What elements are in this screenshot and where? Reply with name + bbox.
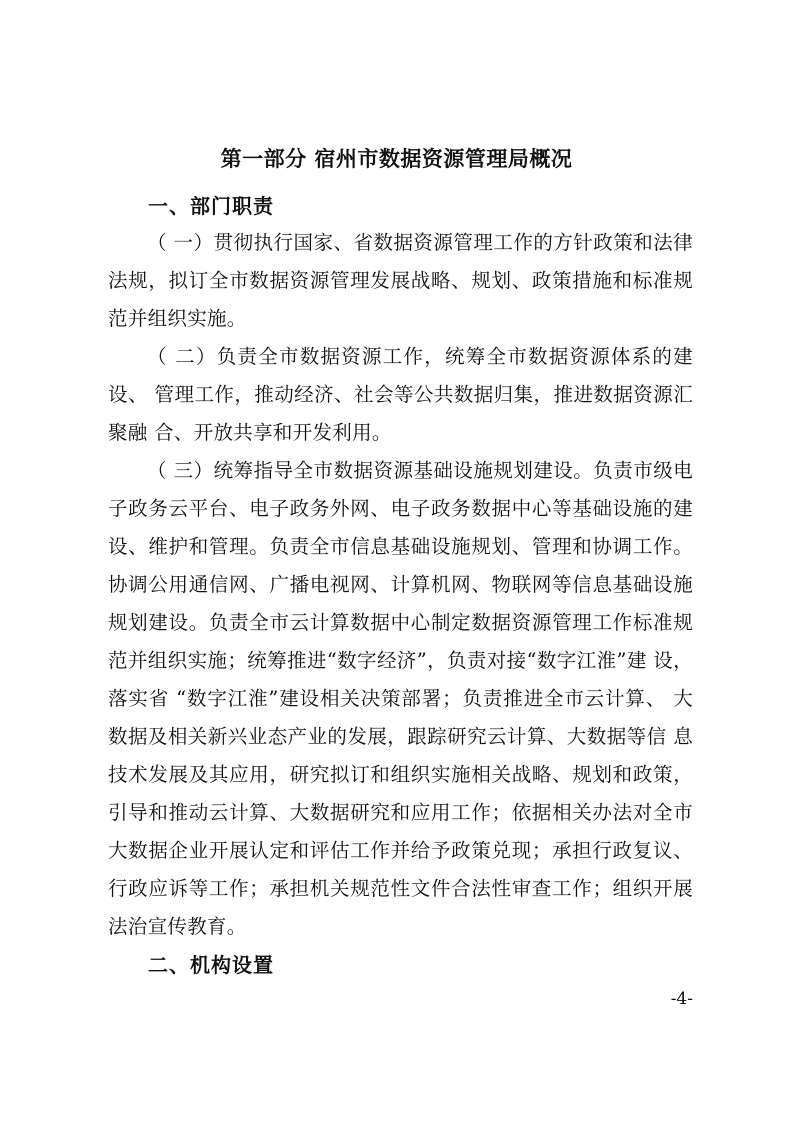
section-heading-duties: 一、部门职责 (148, 194, 274, 218)
page-number: -4- (670, 989, 693, 1009)
section-heading-organization: 二、机构设置 (148, 953, 274, 977)
paragraph-duty-2: （ 二）负责全市数据资源工作，统筹全市数据资源体系的建设、 管理工作，推动经济、社会等公共数据归集，推进数据资源汇聚融 合、开放共享和开发利用。 (108, 345, 693, 444)
paragraph-duty-1: （ 一）贯彻执行国家、省数据资源管理工作的方针政策和法律 法规，拟订全市数据资源管理发展战略、规划、政策措施和标准规 范并组织实施。 (108, 231, 693, 330)
paragraph-duty-3: （ 三）统筹指导全市数据资源基础设施规划建设。负责市级电 子政务云平台、电子政务外网、电子政务数据中心等基础设施的建 设、维护和管理。负责全市信息基础设施规划、管理和协调工作。 协调公用通信网、广播电视网、计算机网、物联网等信息基础设施 规划建设。负责全市云计算数据中心制定数据资源管理工作标准规 范并组织实施；统筹推进“数字经济”，负责对接“数字江淮”建 设，落实省 “数字江淮”建设相关决策部署；负责推进全市云计算、 大数据及相关新兴业态产业的发展，跟踪研究云计算、大数据等信 息技术发展及其应用，研究拟订和组织实施相关战略、规划和政策， 引导和推动云计算、大数据研究和应用工作；依据相关办法对全市 大数据企业开展认定和评估工作并给予政策兑现；承担行政复议、 行政应诉等工作；承担机关规范性文件合法性审查工作；组织开展 法治宣传教育。 (108, 459, 693, 938)
page-title: 第一部分 宿州市数据资源管理局概况 (220, 147, 573, 171)
